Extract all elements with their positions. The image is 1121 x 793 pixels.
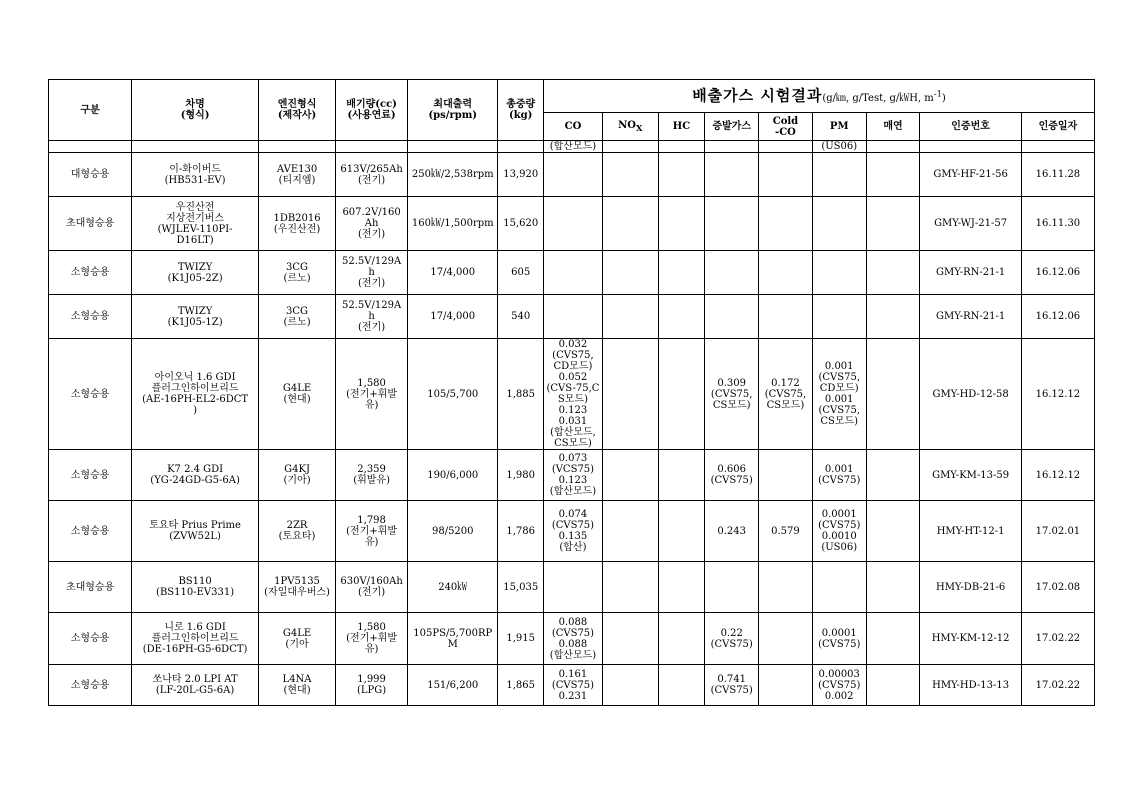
cell-weight: 1,980 xyxy=(498,450,544,501)
results-group-header xyxy=(544,80,1095,113)
cell-output: 151/6,200 xyxy=(408,665,498,706)
cell-cert-no: GMY-KM-13-59 xyxy=(920,450,1021,501)
cell-pm: 0.0001 (CVS75) xyxy=(812,613,866,665)
cell-evap xyxy=(705,197,759,251)
cell-cert-no: GMY-HD-12-58 xyxy=(920,339,1021,450)
cell-hc xyxy=(658,251,705,295)
cell-pm xyxy=(812,197,866,251)
cell-cert-date: 16.12.12 xyxy=(1021,450,1094,501)
cell-engine: G4LE (기아 xyxy=(259,613,336,665)
cell-cold-co: 0.172 (CVS75, CS모드) xyxy=(759,339,813,450)
cell-displacement: 2,359 (휘발유) xyxy=(336,450,408,501)
cell-cert-no: GMY-WJ-21-57 xyxy=(920,197,1021,251)
cell-nox xyxy=(602,295,658,339)
table-row xyxy=(49,501,1095,562)
cell-cert-date: 17.02.08 xyxy=(1021,562,1094,613)
results-unit: (g/㎞, g/Test, g/㎾H, $m^{-1}$) xyxy=(822,88,946,104)
cell-evap xyxy=(705,562,759,613)
cell-weight: 15,620 xyxy=(498,197,544,251)
col-displacement-header: 배기량(cc) (사용연료) xyxy=(336,80,408,141)
col-co-header: CO xyxy=(544,113,603,141)
cell-vehicle: 쏘나타 2.0 LPI AT (LF-20L-G5-6A) xyxy=(132,665,259,706)
cell-cert-date: 16.11.28 xyxy=(1021,153,1094,197)
cell-engine: 3CG (르노) xyxy=(259,295,336,339)
cell-pm: (US06) xyxy=(812,141,866,153)
cell-output: 17/4,000 xyxy=(408,251,498,295)
cell-output: 250㎾/2,538rpm xyxy=(408,153,498,197)
cell-vehicle: TWIZY (K1J05-2Z) xyxy=(132,251,259,295)
table-row xyxy=(49,665,1095,706)
cell-cold-co xyxy=(759,562,813,613)
cell-category: 소형승용 xyxy=(49,251,132,295)
cell-smoke xyxy=(866,501,920,562)
col-output-header: 최대출력 (ps/rpm) xyxy=(408,80,498,141)
cell-smoke xyxy=(866,153,920,197)
cell-hc xyxy=(658,665,705,706)
emission-cert-table xyxy=(48,79,1095,706)
cell-hc xyxy=(658,339,705,450)
cell-pm: 0.0001 (CVS75) 0.0010 (US06) xyxy=(812,501,866,562)
cell-cold-co xyxy=(759,613,813,665)
table-row xyxy=(49,339,1095,450)
cell-vehicle: 토요타 Prius Prime (ZVW52L) xyxy=(132,501,259,562)
cell-hc xyxy=(658,295,705,339)
cell-category: 소형승용 xyxy=(49,665,132,706)
cell-hc xyxy=(658,562,705,613)
cell-co xyxy=(544,153,603,197)
cell-cert-date: 16.11.30 xyxy=(1021,197,1094,251)
cell-category: 소형승용 xyxy=(49,613,132,665)
table-row xyxy=(49,295,1095,339)
cell-smoke xyxy=(866,339,920,450)
col-cert-date-header: 인증일자 xyxy=(1021,113,1094,141)
cell-co: 0.161 (CVS75) 0.231 xyxy=(544,665,603,706)
cell-vehicle: 니로 1.6 GDI 플러그인하이브리드 (DE-16PH-G5-6DCT) xyxy=(132,613,259,665)
cell-hc xyxy=(658,450,705,501)
cell-vehicle: BS110 (BS110-EV331) xyxy=(132,562,259,613)
cell-cert-no: HMY-HT-12-1 xyxy=(920,501,1021,562)
cell-nox xyxy=(602,251,658,295)
cell-vehicle: 아이오닉 1.6 GDI 플러그인하이브리드 (AE-16PH-EL2-6DCT ) xyxy=(132,339,259,450)
cell-vehicle: K7 2.4 GDI (YG-24GD-G5-6A) xyxy=(132,450,259,501)
cell-engine: G4KJ (기아) xyxy=(259,450,336,501)
cell-output: 160㎾/1,500rpm xyxy=(408,197,498,251)
cell-displacement: 1,999 (LPG) xyxy=(336,665,408,706)
results-title: 배출가스 시험결과 xyxy=(692,86,823,105)
cell-smoke xyxy=(866,450,920,501)
cell-pm xyxy=(812,562,866,613)
cell-output: 240㎾ xyxy=(408,562,498,613)
cell-displacement: 52.5V/129A h (전기) xyxy=(336,251,408,295)
cell-weight: 1,786 xyxy=(498,501,544,562)
cell-cold-co xyxy=(759,153,813,197)
col-cert-no-header: 인증번호 xyxy=(920,113,1021,141)
cell-pm: 0.001 (CVS75, CD모드) 0.001 (CVS75, CS모드) xyxy=(812,339,866,450)
cell-displacement: 1,798 (전기+휘발 유) xyxy=(336,501,408,562)
cell-cold-co xyxy=(759,197,813,251)
cell-cert-no: GMY-RN-21-1 xyxy=(920,251,1021,295)
table-row xyxy=(49,197,1095,251)
table-row xyxy=(49,562,1095,613)
cell-cold-co xyxy=(759,665,813,706)
cell-co xyxy=(544,251,603,295)
cell-evap: 0.606 (CVS75) xyxy=(705,450,759,501)
cell-category: 소형승용 xyxy=(49,450,132,501)
table-row xyxy=(49,450,1095,501)
cell-category: 초대형승용 xyxy=(49,197,132,251)
cell-displacement: 607.2V/160 Ah (전기) xyxy=(336,197,408,251)
cell-co: 0.074 (CVS75) 0.135 (합산) xyxy=(544,501,603,562)
cell-pm xyxy=(812,295,866,339)
cell-engine: 1DB2016 (우진산전) xyxy=(259,197,336,251)
cell-cold-co xyxy=(759,295,813,339)
cell-nox xyxy=(602,613,658,665)
col-pm-header: PM xyxy=(812,113,866,141)
cell-cert-no: HMY-KM-12-12 xyxy=(920,613,1021,665)
table-row xyxy=(49,251,1095,295)
cell-weight: 1,885 xyxy=(498,339,544,450)
cell-co xyxy=(544,562,603,613)
cell-displacement: 630V/160Ah (전기) xyxy=(336,562,408,613)
cell-output: 105/5,700 xyxy=(408,339,498,450)
cell-hc xyxy=(658,613,705,665)
cell-evap xyxy=(705,295,759,339)
cell-weight: 15,035 xyxy=(498,562,544,613)
cell-weight: 540 xyxy=(498,295,544,339)
col-hc-header: HC xyxy=(658,113,705,141)
cell-cert-date: 16.12.12 xyxy=(1021,339,1094,450)
cell-cert-date: 17.02.01 xyxy=(1021,501,1094,562)
cell-co: (합산모드) xyxy=(544,141,603,153)
cell-engine: 3CG (르노) xyxy=(259,251,336,295)
cell-vehicle: 이-화이버드 (HB531-EV) xyxy=(132,153,259,197)
cell-evap: 0.22 (CVS75) xyxy=(705,613,759,665)
cell-engine: 1PV5135 (자일대우버스) xyxy=(259,562,336,613)
cell-nox xyxy=(602,562,658,613)
cell-cert-no: HMY-HD-13-13 xyxy=(920,665,1021,706)
cell-cert-date: 16.12.06 xyxy=(1021,295,1094,339)
cell-nox xyxy=(602,450,658,501)
cell-hc xyxy=(658,153,705,197)
col-engine-header: 엔진형식 (제작사) xyxy=(259,80,336,141)
cell-engine: G4LE (현대) xyxy=(259,339,336,450)
cell-nox xyxy=(602,665,658,706)
cell-category: 초대형승용 xyxy=(49,562,132,613)
cell-pm: 0.00003 (CVS75) 0.002 xyxy=(812,665,866,706)
cell-displacement: 613V/265Ah (전기) xyxy=(336,153,408,197)
cell-pm xyxy=(812,153,866,197)
cell-co: 0.073 (VCS75) 0.123 (합산모드) xyxy=(544,450,603,501)
cell-category: 소형승용 xyxy=(49,295,132,339)
cell-output: 17/4,000 xyxy=(408,295,498,339)
cell-cert-no: HMY-DB-21-6 xyxy=(920,562,1021,613)
cell-category: 소형승용 xyxy=(49,501,132,562)
cell-evap: 0.741 (CVS75) xyxy=(705,665,759,706)
cell-smoke xyxy=(866,613,920,665)
cell-smoke xyxy=(866,251,920,295)
cell-cert-date: 17.02.22 xyxy=(1021,613,1094,665)
cell-weight: 13,920 xyxy=(498,153,544,197)
cell-evap: 0.309 (CVS75, CS모드) xyxy=(705,339,759,450)
cell-nox xyxy=(602,153,658,197)
col-nox-header: $NO_X$ xyxy=(602,113,658,141)
cell-category: 소형승용 xyxy=(49,339,132,450)
cell-weight: 1,915 xyxy=(498,613,544,665)
cell-hc xyxy=(658,501,705,562)
cell-vehicle: 우진산전 지상전기버스 (WJLEV-110PI- D16LT) xyxy=(132,197,259,251)
cell-displacement: 1,580 (전기+휘발 유) xyxy=(336,613,408,665)
cell-co: 0.088 (CVS75) 0.088 (합산모드) xyxy=(544,613,603,665)
cell-smoke xyxy=(866,665,920,706)
cell-pm xyxy=(812,251,866,295)
cell-smoke xyxy=(866,562,920,613)
cell-engine: L4NA (현대) xyxy=(259,665,336,706)
cell-vehicle: TWIZY (K1J05-1Z) xyxy=(132,295,259,339)
cell-engine: AVE130 (티지엠) xyxy=(259,153,336,197)
cell-co: 0.032 (CVS75, CD모드) 0.052 (CVS-75,C S모드) 0.123 0.031 (합산모드, CS모드) xyxy=(544,339,603,450)
cell-evap: 0.243 xyxy=(705,501,759,562)
cell-weight: 1,865 xyxy=(498,665,544,706)
cell-co xyxy=(544,295,603,339)
col-vehicle-header: 차명 (형식) xyxy=(132,80,259,141)
cell-hc xyxy=(658,197,705,251)
cell-displacement: 52.5V/129A h (전기) xyxy=(336,295,408,339)
table-row xyxy=(49,613,1095,665)
col-weight-header: 총중량 (kg) xyxy=(498,80,544,141)
col-cold-co-header: Cold -CO xyxy=(759,113,813,141)
cell-nox xyxy=(602,339,658,450)
col-category-header: 구분 xyxy=(49,80,132,141)
cell-smoke xyxy=(866,197,920,251)
cell-cert-no: GMY-HF-21-56 xyxy=(920,153,1021,197)
cell-smoke xyxy=(866,295,920,339)
cell-category: 대형승용 xyxy=(49,153,132,197)
table-row xyxy=(49,153,1095,197)
cell-output: 105PS/5,700RP M xyxy=(408,613,498,665)
cell-cert-no: GMY-RN-21-1 xyxy=(920,295,1021,339)
cell-weight: 605 xyxy=(498,251,544,295)
cell-cold-co xyxy=(759,251,813,295)
cell-nox xyxy=(602,197,658,251)
col-smoke-header: 매연 xyxy=(866,113,920,141)
col-evap-header: 증발가스 xyxy=(705,113,759,141)
cell-engine: 2ZR (토요타) xyxy=(259,501,336,562)
cell-evap xyxy=(705,251,759,295)
table-row xyxy=(49,141,1095,153)
cell-nox xyxy=(602,501,658,562)
cell-pm: 0.001 (CVS75) xyxy=(812,450,866,501)
cell-displacement: 1,580 (전기+휘발 유) xyxy=(336,339,408,450)
cell-cold-co xyxy=(759,450,813,501)
cell-output: 190/6,000 xyxy=(408,450,498,501)
cell-evap xyxy=(705,153,759,197)
cell-cert-date: 17.02.22 xyxy=(1021,665,1094,706)
cell-co xyxy=(544,197,603,251)
cell-cold-co: 0.579 xyxy=(759,501,813,562)
cell-output: 98/5200 xyxy=(408,501,498,562)
cell-cert-date: 16.12.06 xyxy=(1021,251,1094,295)
